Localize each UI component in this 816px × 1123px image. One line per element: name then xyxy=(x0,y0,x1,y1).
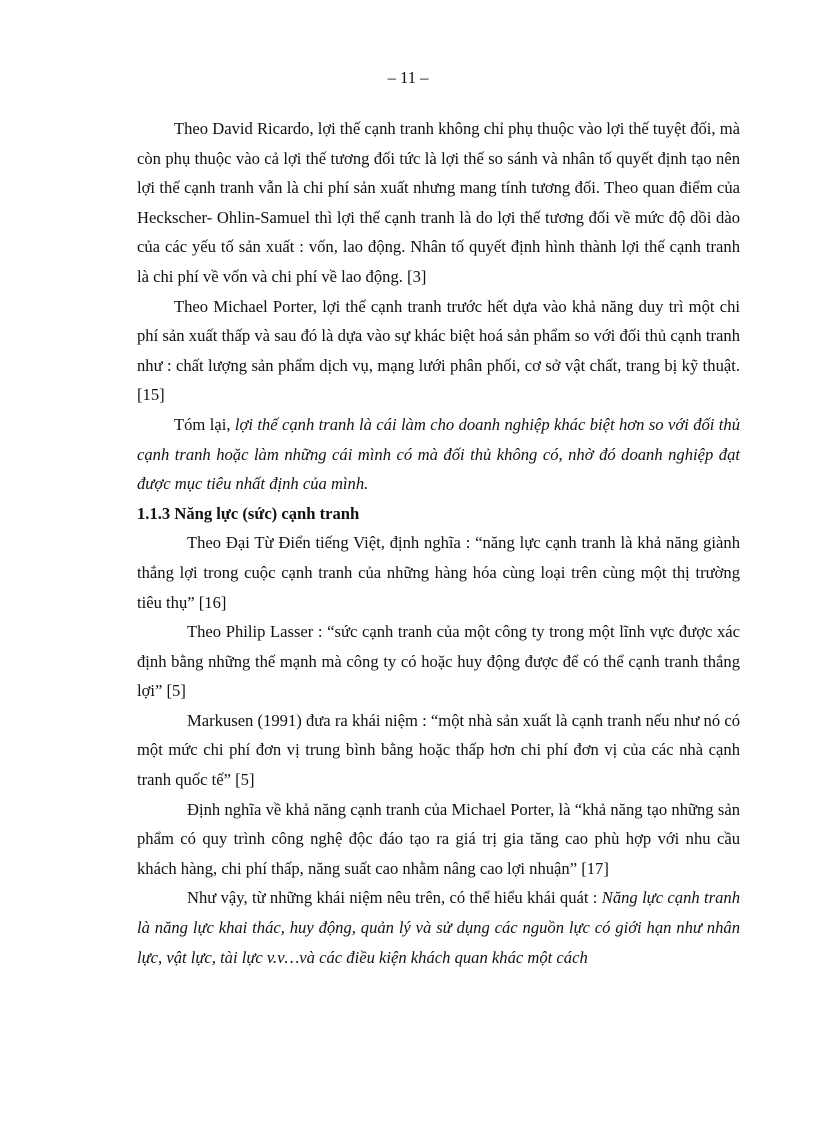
paragraph-conclusion xyxy=(137,883,740,972)
summary-lead: Tóm lại, xyxy=(174,414,235,434)
paragraph-porter-advantage: Theo Michael Porter, lợi thế cạnh tranh trước hết dựa vào khả năng duy trì một chi phí sản xuất thấp và sau đó là dựa vào sự khác biệt hoá sản phẩm so với đối thủ cạnh tranh như : chất lượng sản phẩm dịch vụ, mạng lưới phân phối, cơ sở vật chất, trang bị kỹ thuật. [15] xyxy=(137,296,740,405)
section-heading: 1.1.3 Năng lực (sức) cạnh tranh xyxy=(137,503,360,523)
body-text xyxy=(137,114,740,972)
conclusion-lead: Như vậy, từ những khái niệm nêu trên, có thể hiểu khái quát : xyxy=(187,888,602,908)
summary-definition: lợi thế cạnh tranh là cái làm cho doanh nghiệp khác biệt hơn so với đối thủ cạnh tranh hoặc làm những cái mình có mà đối thủ không có, nhờ đó doanh nghiệp đạt được mục tiêu nhất định của mình. xyxy=(137,414,740,494)
paragraph-summary xyxy=(137,410,740,499)
paragraph-porter-definition: Định nghĩa về khả năng cạnh tranh của Michael Porter, là “khả năng tạo những sản phẩm có quy trình công nghệ độc đáo tạo ra giá trị gia tăng cao phù hợp với nhu cầu khách hàng, chi phí thấp, năng suất cao nhằm nâng cao lợi nhuận” [17] xyxy=(137,799,740,878)
paragraph-markusen: Markusen (1991) đưa ra khái niệm : “một nhà sản xuất là cạnh tranh nếu như nó có một mức chi phí đơn vị trung bình bằng hoặc thấp hơn chi phí đơn vị của các nhà cạnh tranh quốc tế” [5] xyxy=(137,710,740,790)
paragraph-dictionary-definition: Theo Đại Từ Điển tiếng Việt, định nghĩa : “năng lực cạnh tranh là khả năng giành thắng lợi trong cuộc cạnh tranh của những hàng hóa cùng loại trên cùng một thị trường tiêu thụ” [16] xyxy=(137,533,740,612)
paragraph-ricardo: Theo David Ricardo, lợi thế cạnh tranh không chỉ phụ thuộc vào lợi thế tuyệt đối, mà còn phụ thuộc vào cả lợi thế tương đối tức là lợi thế so sánh và nhân tố quyết định tạo nên lợi thế cạnh tranh vẫn là chi phí sản xuất nhưng mang tính tương đối. Theo quan điểm của Heckscher- Ohlin-Samuel thì lợi thế cạnh tranh là do lợi thế tương đối về mức độ dồi dào của các yếu tố sản xuất : vốn, lao động. Nhân tố quyết định hình thành lợi thế cạnh tranh là chi phí về vốn và chi phí về lao động. [3] xyxy=(137,119,740,286)
paragraph-philip-lasser: Theo Philip Lasser : “sức cạnh tranh của một công ty trong một lĩnh vực được xác định bằng những thế mạnh mà công ty có hoặc huy động được để có thể cạnh tranh thắng lợi” [5] xyxy=(137,622,740,701)
page-number: – 11 – xyxy=(387,68,429,87)
conclusion-definition: Năng lực cạnh tranh là năng lực khai thác, huy động, quản lý và sử dụng các nguồn lực có giới hạn như nhân lực, vật lực, tài lực v.v…và các điều kiện khách quan khác một cách xyxy=(137,888,740,967)
